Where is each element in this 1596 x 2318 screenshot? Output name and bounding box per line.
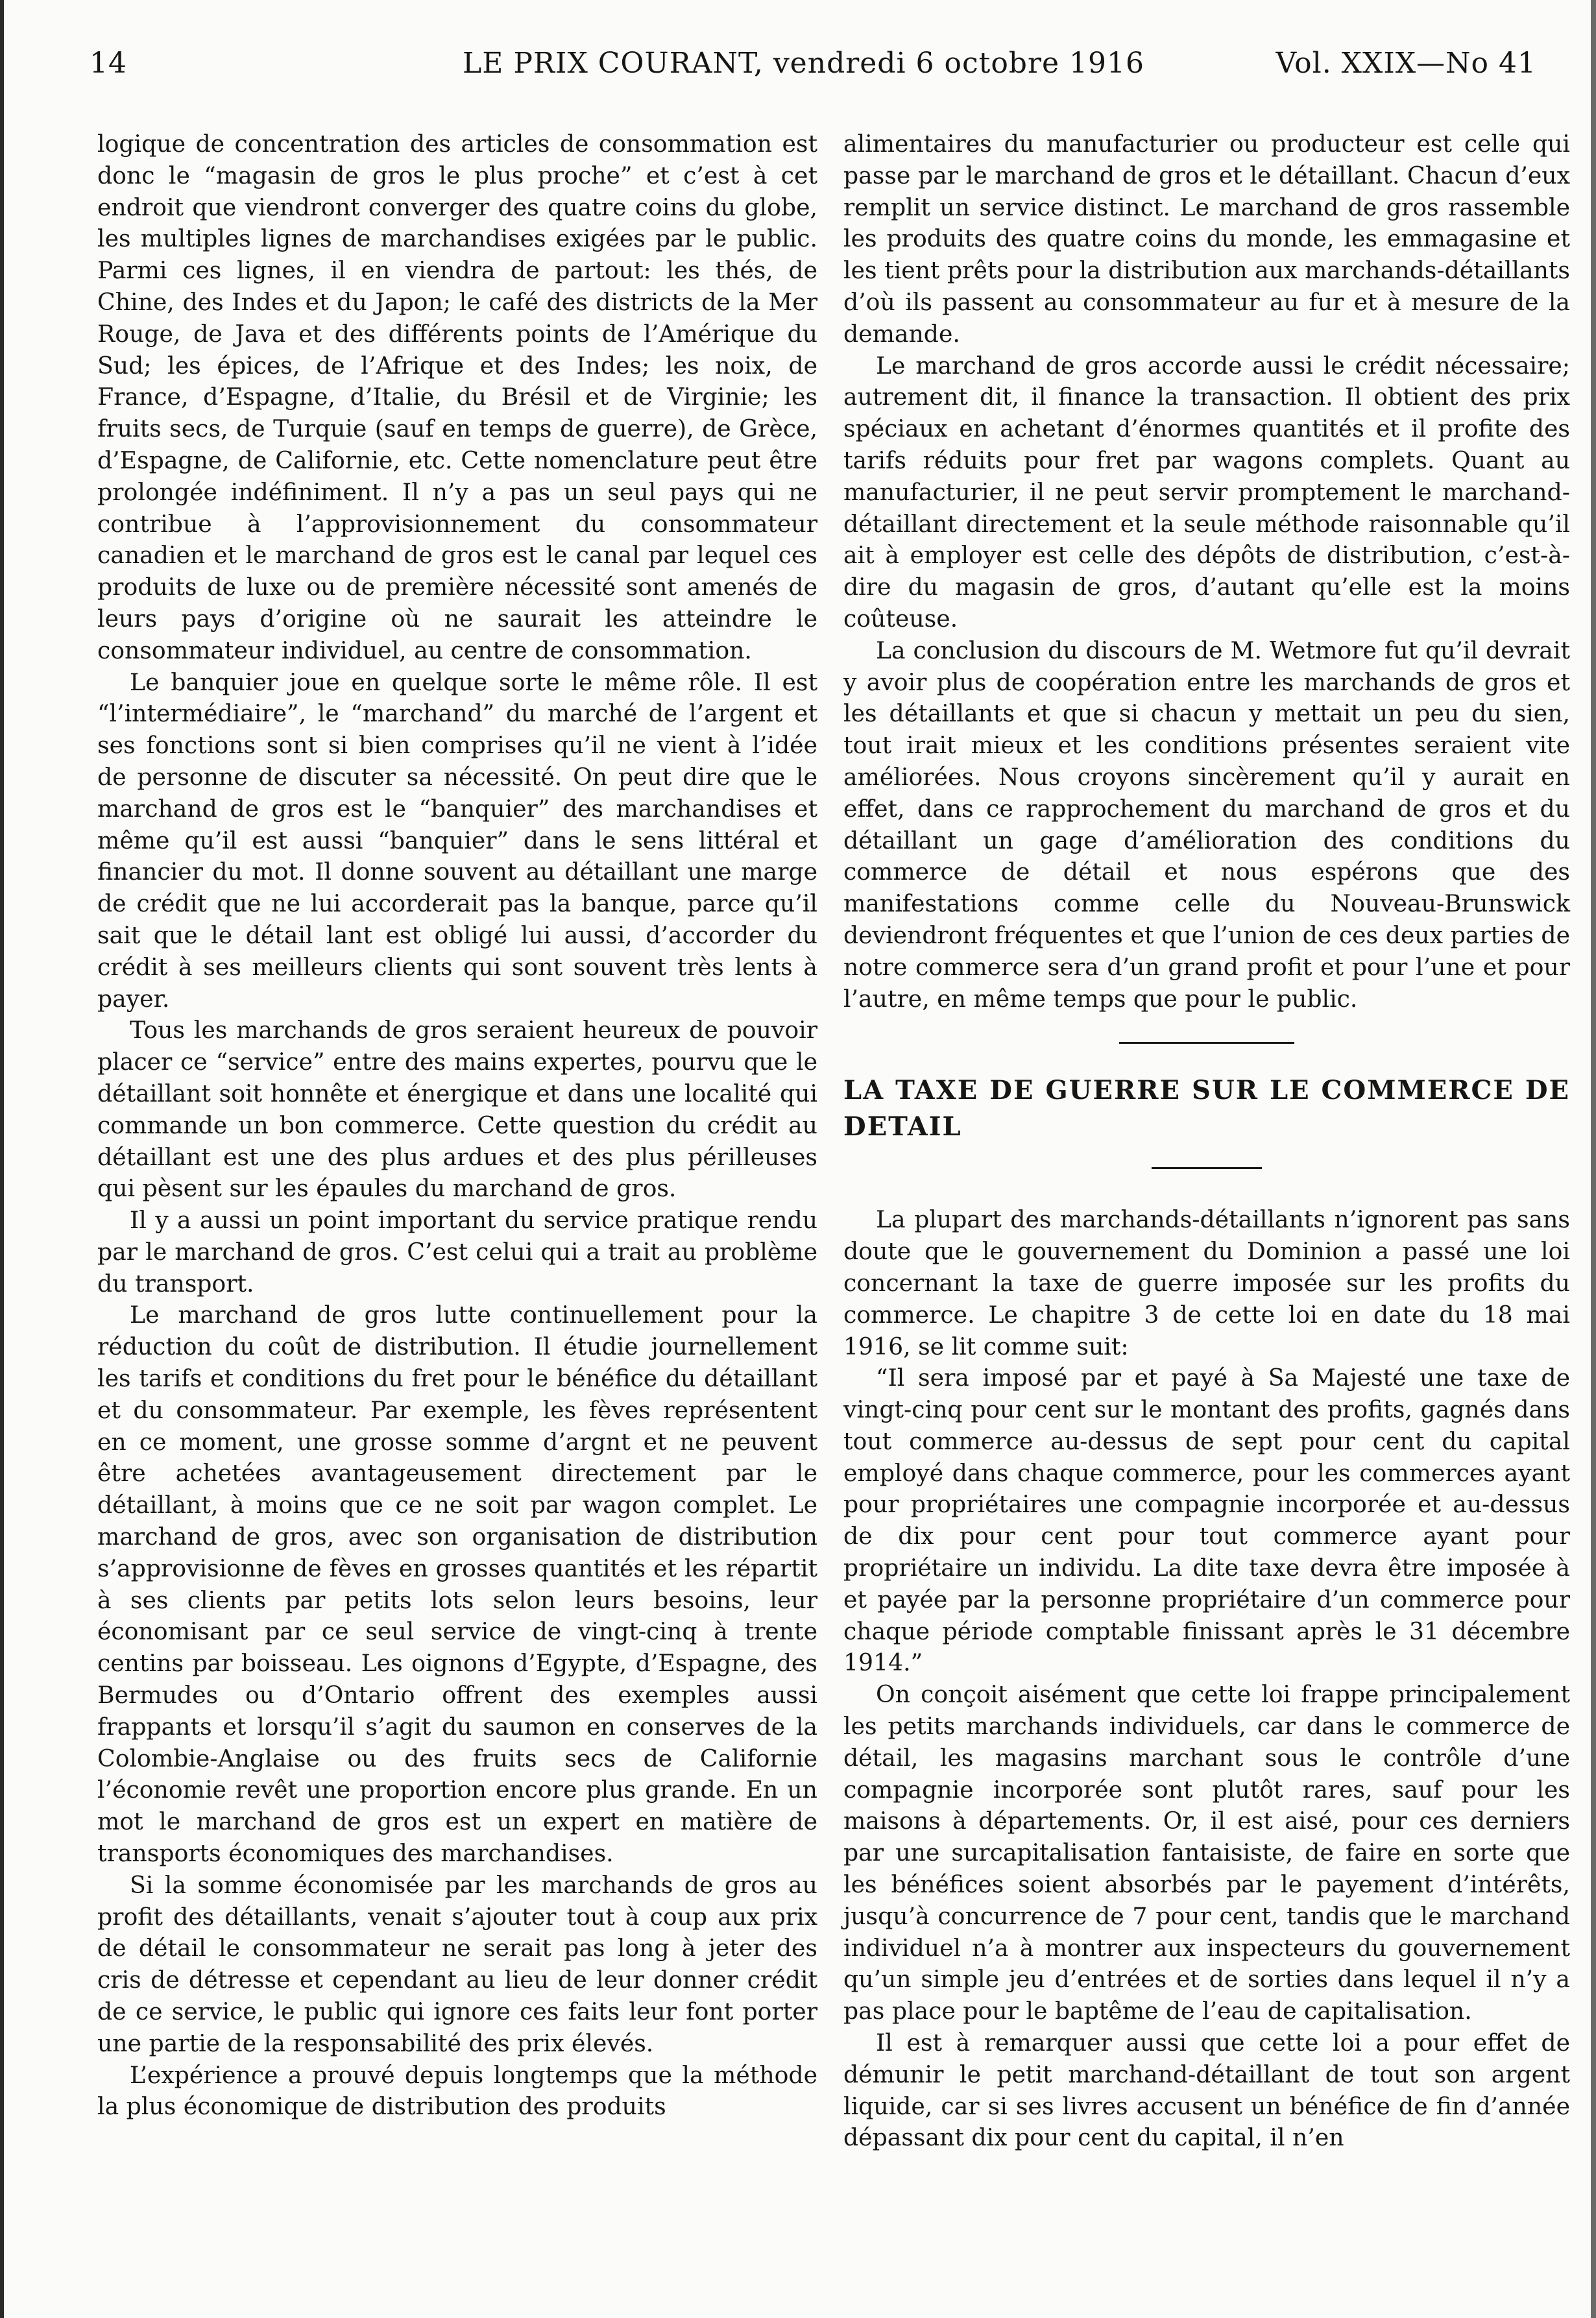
- left-column: [97, 128, 817, 2123]
- paragraph: L’expérience a prouvé depuis longtemps que la méthode la plus économique de distribution des produits: [97, 2060, 817, 2121]
- paragraph: Le banquier joue en quelque sorte le même rôle. Il est “l’intermédiaire”, le “marchand” du marché de l’argent et ses fonctions sont si bien comprises qu’il ne vient à l’idée de personne de discuter sa nécessité. On peut dire que le marchand de gros est le “banquier” des marchandises et même qu’il est aussi “banquier” dans le sens littéral et financier du mot. Il donne souvent au détaillant une marge de crédit que ne lui accorderait pas la banque, parce qu’il sait que le détail lant est obligé lui aussi, d’accorder du crédit à ses meilleurs clients qui sont souvent très lents à payer.: [97, 668, 817, 1013]
- scan-edge-mark: [1591, 0, 1596, 2318]
- paragraph: La plupart des marchands-détaillants n’ignorent pas sans doute que le gouvernement du Dominion a passé une loi concernant la taxe de guerre imposée sur les profits du commerce. Le chapitre 3 de cette loi en date du 18 mai 1916, se lit comme suit:: [843, 1205, 1570, 1360]
- paragraph: Le marchand de gros lutte continuellement pour la réduction du coût de distribution. Il étudie journellement les tarifs et conditions du fret pour le bénéfice du détaillant et du consommateur. Par exemple, les fèves représentent en ce moment, une grosse somme d’argnt et ne peuvent être achetées avantageusement directement par le détaillant, à moins que ce ne soit par wagon complet. Le marchand de gros, avec son organisation de distribution s’approvisionne de fèves en grosses quantités et les répartit à ses clients par petits lots selon leurs besoins, leur économisant par ce seul service de vingt-cinq à trente centins par boisseau. Les oignons d’Egypte, d’Espagne, des Bermudes ou d’Ontario offrent des exemples aussi frappants et lorsqu’il s’agit du saumon en conserves de la Colombie-Anglaise ou des fruits secs de Californie l’économie revêt une proportion encore plus grande. En un mot le marchand de gros est un expert en matière de transports économiques des marchandises.: [97, 1301, 817, 1868]
- paragraph: Il est à remarquer aussi que cette loi a pour effet de démunir le petit marchand-détaillant de tout son argent liquide, car si ses livres accusent un bénéfice de fin d’année dépassant dix pour cent du capital, il n’en: [843, 2029, 1570, 2152]
- paragraph: On conçoit aisément que cette loi frappe principalement les petits marchands individuels, car dans le commerce de détail, les magasins marchant sous le contrôle d’une compagnie incorporée sont plutôt rares, sauf pour les maisons à départements. Or, il est aisé, pour ces derniers par une surcapitalisation fantaisiste, de faire en sorte que les bénéfices soient absorbés par le payement d’intérêts, jusqu’à concurrence de 7 pour cent, tandis que le marchand individuel n’a à montrer aux inspecteurs du gouvernement qu’un simple jeu d’entrées et de sorties dans lequel il n’y a pas place pour le baptême de l’eau de capitalisation.: [843, 1680, 1570, 2025]
- paragraph: alimentaires du manufacturier ou producteur est celle qui passe par le marchand de gros et le détaillant. Chacun d’eux remplit un service distinct. Le marchand de gros rassemble les produits des quatre coins du monde, les emmagasine et les tient prêts pour la distribution aux marchands-détaillants d’où ils passent au consommateur au fur et à mesure de la demande.: [843, 130, 1570, 348]
- right-column: [843, 128, 1570, 2154]
- publication-title: LE PRIX COURANT, vendredi 6 octobre 1916: [463, 47, 1145, 80]
- section-divider: [1119, 1042, 1294, 1044]
- volume-number: Vol. XXIX—No 41: [1276, 47, 1536, 80]
- scan-edge-mark: [0, 0, 4, 2318]
- paragraph: Il y a aussi un point important du service pratique rendu par le marchand de gros. C’est celui qui a trait au problème du transport.: [97, 1206, 817, 1298]
- page-header: [83, 47, 1536, 105]
- paragraph: La conclusion du discours de M. Wetmore fut qu’il devrait y avoir plus de coopération entre les marchands de gros et les détaillants et que si chacun y mettait un peu du sien, tout irait mieux et les conditions présentes seraient vite améliorées. Nous croyons sincèrement qu’il y aurait en effet, dans ce rapprochement du marchand de gros et du détaillant un gage d’amélioration des conditions du commerce de détail et nous espérons que des manifestations comme celle du Nouveau-Brunswick deviendront fréquentes et que l’union de ces deux parties de notre commerce sera d’un grand profit et pour l’une et pour l’autre, en même temps que pour le public.: [843, 636, 1570, 1013]
- page-number: 14: [90, 47, 127, 80]
- paragraph: Le marchand de gros accorde aussi le crédit nécessaire; autrement dit, il finance la transaction. Il obtient des prix spéciaux en achetant d’énormes quantités et il profite des tarifs réduits pour fret par wagons complets. Quant au manufacturier, il ne peut servir promptement le marchand-détaillant directement et la seule méthode raisonnable qu’il ait à employer est celle des dépôts de distribution, c’est-à-dire du magasin de gros, d’autant qu’elle est la moins coûteuse.: [843, 351, 1570, 633]
- heading-underline: [1152, 1167, 1262, 1169]
- quoted-law-text: “Il sera imposé par et payé à Sa Majesté une taxe de vingt-cinq pour cent sur le montant des profits, gagnés dans tout commerce au-dessus de sept pour cent du capital employé dans chaque commerce, pour les commerces ayant pour propriétaires une compagnie incorporée et au-dessus de dix pour cent pour tout commerce ayant pour propriétaire un individu. La dite taxe devra être imposée à et payée par la personne propriétaire d’un commerce pour chaque période comptable finissant après le 31 décembre 1914.”: [843, 1364, 1570, 1677]
- paragraph: logique de concentration des articles de consommation est donc le “magasin de gros le plus proche” et c’est à cet endroit que viendront converger des quatre coins du globe, les multiples lignes de marchandises exigées par le public. Parmi ces lignes, il en viendra de partout: les thés, de Chine, des Indes et du Japon; le café des districts de la Mer Rouge, de Java et des différents points de l’Amérique du Sud; les épices, de l’Afrique et des Indes; les noix, de France, d’Espagne, d’Italie, du Brésil et de Virginie; les fruits secs, de Turquie (sauf en temps de guerre), de Grèce, d’Espagne, de Californie, etc. Cette nomenclature peut être prolongée indéfiniment. Il n’y a pas un seul pays qui ne contribue à l’approvisionnement du consommateur canadien et le marchand de gros est le canal par lequel ces produits de luxe ou de première nécessité sont amenés de leurs pays d’origine où ne saurait les atteindre le consommateur individuel, au centre de consommation.: [97, 130, 817, 664]
- article-heading: LA TAXE DE GUERRE SUR LE COMMERCE DE DETAIL: [843, 1075, 1570, 1142]
- paragraph: Tous les marchands de gros seraient heureux de pouvoir placer ce “service” entre des mains expertes, pourvu que le détaillant soit honnête et énergique et dans une localité qui commande un bon commerce. Cette question du crédit au détaillant est une des plus ardues et des plus périlleuses qui pèsent sur les épaules du marchand de gros.: [97, 1016, 817, 1203]
- paragraph: Si la somme économisée par les marchands de gros au profit des détaillants, venait s’ajouter tout à coup aux prix de détail le consommateur ne serait pas long à jeter des cris de détresse et cependant au lieu de leur donner crédit de ce service, le public qui ignore ces faits leur font porter une partie de la responsabilité des prix élevés.: [97, 1870, 817, 2057]
